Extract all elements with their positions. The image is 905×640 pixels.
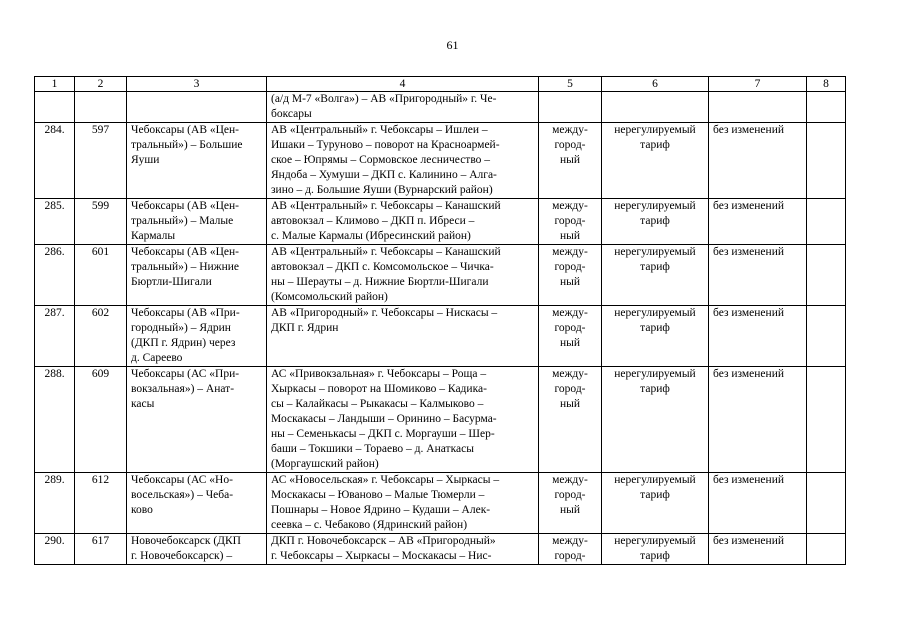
route-stops-line: ское – Юпрямы – Сормовское лесничество – [271,154,491,166]
tariff-line: тариф [640,215,670,227]
route-stops-line: Москакасы – Ландыши – Оринино – Басурма- [271,413,497,425]
column-header-row [35,77,846,92]
route-registry-cell: 601 [75,245,127,306]
route-registry-cell: 599 [75,199,127,245]
route-type-line: город- [554,322,586,334]
route-stops-line: АВ «Центральный» г. Чебоксары – Ишлеи – [271,124,488,136]
change-status-cell: без изменений [709,473,807,534]
tariff-line: нерегулируемый [614,246,696,258]
route-stops-cell [267,534,539,565]
route-stops-cell [267,123,539,199]
route-type-line: между- [552,246,588,258]
tariff-cell [602,306,709,367]
route-stops-cell [267,473,539,534]
route-name-cell [127,473,267,534]
route-name-line: Бюртли-Шигали [131,276,212,288]
tariff-line: нерегулируемый [614,307,696,319]
tariff-cell [602,534,709,565]
row-number-cell: 285. [35,199,75,245]
stops-cell [267,92,539,123]
extra-cell [807,367,846,473]
route-type-line: город- [554,489,586,501]
column-header: 1 [35,77,75,92]
route-type-line: ный [559,504,581,516]
route-name-line: тральный») – Нижние [131,261,240,273]
tariff-cell [602,245,709,306]
change-status-cell: без изменений [709,534,807,565]
column-header: 5 [539,77,602,92]
route-name-cell [127,123,267,199]
route-type-cell [539,473,602,534]
route-name-line: Чебоксары (АВ «Цен- [131,200,240,212]
tariff-cell [602,123,709,199]
route-name-line: ково [131,504,153,516]
route-name-line: Чебоксары (АС «Но- [131,474,233,486]
extra-cell [807,199,846,245]
route-stops-line: ны – Шерауты – д. Нижние Бюртли-Шигали [271,276,489,288]
route-registry-cell: 602 [75,306,127,367]
route-stops-line: Пошнары – Новое Ядрино – Кудаши – Алек- [271,504,491,516]
route-stops-line: автовокзал – Климово – ДКП п. Ибреси – [271,215,475,227]
change-status-cell: без изменений [709,306,807,367]
tariff-line: нерегулируемый [614,368,696,380]
route-type-line: ный [559,398,581,410]
extra-cell [807,245,846,306]
route-stops-line: Яндоба – Хумуши – ДКП с. Калинино – Алга- [271,169,497,181]
table-row [35,306,846,367]
tariff-line: тариф [640,322,670,334]
route-type-line: город- [554,383,586,395]
change-status-cell: без изменений [709,199,807,245]
route-stops-line: АВ «Центральный» г. Чебоксары – Канашский [271,246,501,258]
change-cell [709,92,807,123]
extra-cell [807,123,846,199]
route-stops-line: ДКП г. Ядрин [271,322,339,334]
route-stops-line: зино – д. Большие Яуши (Вурнарский район) [271,184,493,196]
tariff-cell [602,199,709,245]
column-header: 8 [807,77,846,92]
route-type-line: между- [552,474,588,486]
route-stops-line: ны – Семенькасы – ДКП с. Моргауши – Шер- [271,428,495,440]
table-row [35,245,846,306]
route-stops-line: (Моргаушский район) [271,458,379,470]
route-name-line: г. Новочебоксарск) – [131,550,233,562]
route-type-cell [539,199,602,245]
route-name-line: касы [131,398,155,410]
row-number-cell: 289. [35,473,75,534]
route-name-line: Чебоксары (АВ «При- [131,307,240,319]
column-header: 2 [75,77,127,92]
route-stops-line: г. Чебоксары – Хыркасы – Москакасы – Нис- [271,550,492,562]
routes-table [34,76,846,565]
change-status-cell: без изменений [709,367,807,473]
route-type-line: город- [554,139,586,151]
route-stops-cell [267,245,539,306]
tariff-cell [602,367,709,473]
route-stops-cell [267,199,539,245]
route-type-line: город- [554,215,586,227]
route-stops-line: (Комсомольский район) [271,291,388,303]
route-name-line: тральный») – Большие [131,139,243,151]
route-name-line: вокзальная») – Анат- [131,383,235,395]
route-type-line: ный [559,154,581,166]
route-name-line: восельская») – Чеба- [131,489,234,501]
tariff-line: тариф [640,489,670,501]
name-cell [127,92,267,123]
route-registry-cell: 617 [75,534,127,565]
extra-cell [807,473,846,534]
route-name-cell [127,245,267,306]
route-name-line: Новочебоксарск (ДКП [131,535,241,547]
row-number-cell: 287. [35,306,75,367]
route-type-line: между- [552,307,588,319]
route-stops-cell [267,306,539,367]
route-stops-line: Хыркасы – поворот на Шомиково – Кадика- [271,383,487,395]
tariff-line: тариф [640,261,670,273]
route-type-line: между- [552,124,588,136]
table-row [35,473,846,534]
num-cell [35,92,75,123]
reg-cell [75,92,127,123]
route-stops-line: ДКП г. Новочебоксарск – АВ «Пригородный» [271,535,496,547]
extra-cell [807,306,846,367]
table-row [35,199,846,245]
route-name-cell [127,367,267,473]
route-name-line: городный») – Ядрин [131,322,231,334]
column-header: 7 [709,77,807,92]
route-stops-cell [267,367,539,473]
column-header: 3 [127,77,267,92]
route-registry-cell: 597 [75,123,127,199]
route-registry-cell: 612 [75,473,127,534]
route-name-line: Яуши [131,154,160,166]
route-type-line: между- [552,368,588,380]
route-type-line: город- [554,261,586,273]
row-number-cell: 284. [35,123,75,199]
table-row [35,534,846,565]
continuation-row [35,92,846,123]
tariff-cell [602,92,709,123]
table-row [35,123,846,199]
route-stops-line: Ишаки – Туруново – поворот на Красноармей- [271,139,500,151]
route-name-line: Чебоксары (АВ «Цен- [131,246,240,258]
tariff-line: тариф [640,383,670,395]
route-name-line: Кармалы [131,230,176,242]
extra-cell [807,534,846,565]
route-stops-line: с. Малые Кармалы (Ибресинский район) [271,230,471,242]
route-stops-line: Москакасы – Юваново – Малые Тюмерли – [271,489,485,501]
route-stops-line: АС «Привокзальная» г. Чебоксары – Роща – [271,368,487,380]
route-stops-line: сы – Калайкасы – Рыкакасы – Калмыково – [271,398,484,410]
page-number: 61 [446,38,459,52]
tariff-line: нерегулируемый [614,200,696,212]
tariff-line: нерегулируемый [614,474,696,486]
route-type-cell [539,245,602,306]
route-type-cell [539,306,602,367]
route-type-line: между- [552,535,588,547]
stops-line: (а/д М-7 «Волга») – АВ «Пригородный» г. Че- [271,93,497,105]
route-stops-line: сеевка – с. Чебаково (Ядринский район) [271,519,468,531]
route-type-cell [539,534,602,565]
route-name-line: тральный») – Малые [131,215,234,227]
table-row [35,367,846,473]
column-header: 4 [267,77,539,92]
row-number-cell: 288. [35,367,75,473]
route-stops-line: баши – Токшики – Тораево – д. Анаткасы [271,443,474,455]
tariff-line: нерегулируемый [614,535,696,547]
route-name-line: Чебоксары (АВ «Цен- [131,124,240,136]
route-type-line: город- [554,550,586,562]
stops-line: боксары [271,108,312,120]
route-name-line: Чебоксары (АС «При- [131,368,240,380]
route-stops-line: АВ «Центральный» г. Чебоксары – Канашский [271,200,501,212]
change-status-cell: без изменений [709,123,807,199]
route-type-cell [539,123,602,199]
table-body [35,77,846,565]
row-number-cell: 286. [35,245,75,306]
route-type-cell [539,367,602,473]
column-header: 6 [602,77,709,92]
route-stops-line: автовокзал – ДКП с. Комсомольское – Чичка- [271,261,494,273]
tariff-line: тариф [640,550,670,562]
route-name-cell [127,534,267,565]
route-stops-line: АВ «Пригородный» г. Чебоксары – Нискасы – [271,307,498,319]
row-number-cell: 290. [35,534,75,565]
route-type-line: ный [559,276,581,288]
route-stops-line: АС «Новосельская» г. Чебоксары – Хыркасы – [271,474,500,486]
type-cell [539,92,602,123]
route-registry-cell: 609 [75,367,127,473]
change-status-cell: без изменений [709,245,807,306]
tariff-line: нерегулируемый [614,124,696,136]
route-name-line: (ДКП г. Ядрин) через [131,337,236,349]
route-type-line: ный [559,230,581,242]
tariff-cell [602,473,709,534]
route-type-line: ный [559,337,581,349]
route-name-line: д. Сареево [131,352,183,364]
extra-cell [807,92,846,123]
route-name-cell [127,306,267,367]
route-name-cell [127,199,267,245]
route-type-line: между- [552,200,588,212]
tariff-line: тариф [640,139,670,151]
